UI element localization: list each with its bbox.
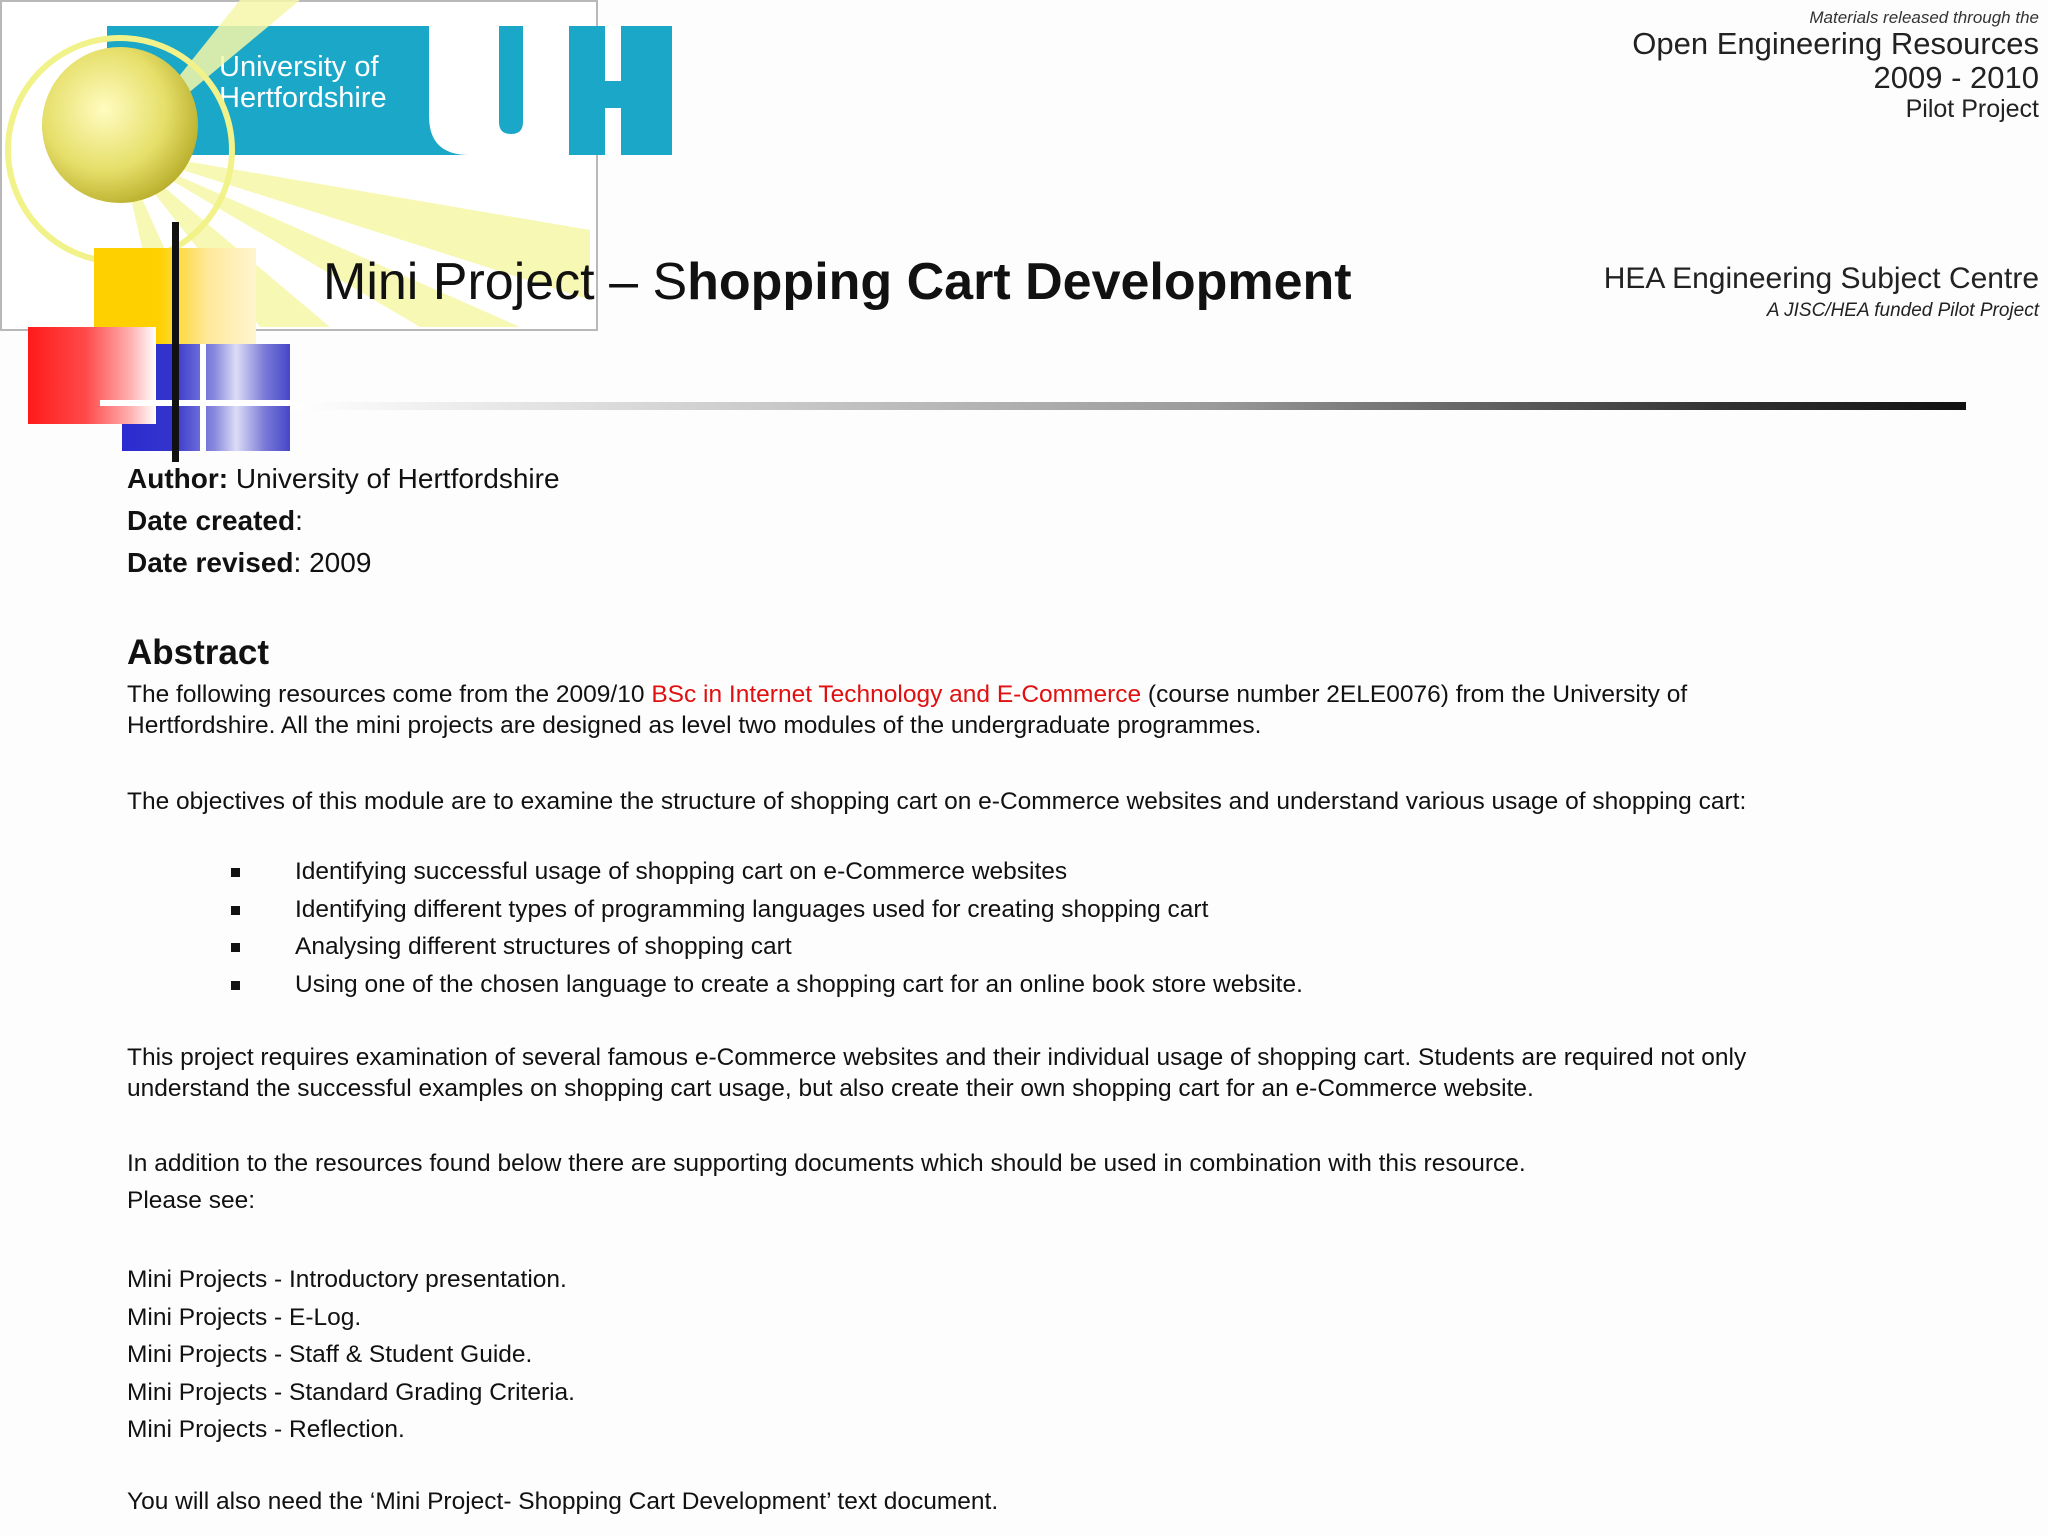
objective-text: Analysing different structures of shopping cart (295, 933, 792, 960)
title-rule (290, 402, 1966, 410)
list-item (225, 853, 1303, 891)
resource-item: Mini Projects - Standard Grading Criteria. (127, 1378, 575, 1406)
bullet-icon (231, 943, 240, 952)
meta-date-created (127, 505, 303, 537)
meta-date-revised (127, 547, 371, 579)
list-item (225, 966, 1303, 1004)
title-regular: Mini Project – S (323, 253, 688, 311)
p1-after: (course number 2ELE0076) from the University of Hertfordshire. All the mini projects are designed as level two modules of the undergraduate programmes. (127, 681, 1688, 739)
decor-white-line (100, 400, 290, 406)
abstract-paragraph-2: The objectives of this module are to examine the structure of shopping cart on e-Commerce websites and understand various usage of shopping cart: (127, 788, 1747, 815)
created-value: : (295, 505, 303, 536)
revised-label: Date revised (127, 547, 294, 578)
resource-item: Mini Projects - Introductory presentation. (127, 1266, 567, 1293)
decor-white-vline (200, 344, 206, 451)
author-value: University of Hertfordshire (228, 463, 560, 494)
bullet-icon (231, 906, 240, 915)
meta-author (127, 463, 560, 495)
sun-orb (42, 47, 198, 203)
closing-paragraph: You will also need the ‘Mini Project- Shopping Cart Development’ text document. (127, 1488, 999, 1515)
resource-item: Mini Projects - Reflection. (127, 1416, 405, 1443)
logo-line2: Hertfordshire (219, 82, 387, 114)
objective-text: Identifying different types of programming languages used for creating shopping cart (295, 895, 1209, 923)
resource-item: Mini Projects - Staff & Student Guide. (127, 1341, 533, 1368)
title-bold: hopping Cart Development (687, 253, 1352, 311)
abstract-paragraph-1 (127, 679, 1817, 741)
revised-value: : 2009 (293, 547, 372, 578)
list-item (225, 928, 1303, 966)
resource-item: Mini Projects - E-Log. (127, 1303, 362, 1331)
bullet-icon (231, 981, 240, 990)
objective-text: Using one of the chosen language to create a shopping cart for an online book store website. (295, 970, 1303, 998)
course-link[interactable]: BSc in Internet Technology and E-Commerce (651, 681, 1142, 708)
abstract-paragraph-4: In addition to the resources found below there are supporting documents which should be used in combination with this resource. (127, 1150, 1526, 1177)
logo-letter-h-gap3 (605, 108, 621, 155)
please-see-text: Please see: (127, 1187, 256, 1214)
created-label: Date created (127, 505, 296, 536)
author-label: Author: (127, 463, 229, 494)
decor-black-line (172, 222, 179, 462)
logo-line1: University of (219, 51, 379, 83)
abstract-paragraph-3: This project requires examination of several famous e-Commerce websites and their individual usage of shopping cart. Students are required not only understand the successful examples on shopping cart usage, but also create their own shopping cart for an e-Commerce website. (127, 1044, 1747, 1102)
logo-letter-h-gap2 (605, 26, 621, 81)
resources-list (127, 1261, 575, 1449)
bullet-icon (231, 868, 240, 877)
objective-text: Identifying successful usage of shopping cart on e-Commerce websites (295, 858, 1068, 885)
decor-red-square (28, 327, 156, 424)
list-item (225, 891, 1303, 929)
page-title (323, 252, 1352, 312)
oer-badge: Materials released through the Open Engineering Resources 2009 - 2010 Pilot Project HEA Engineering Subject Centre A JISC/HEA funded Pilot Project (0, 0, 598, 331)
abstract-heading: Abstract (127, 633, 269, 672)
objectives-list (225, 853, 1303, 1003)
p1-before: The following resources come from the 2009/10 (127, 681, 652, 708)
